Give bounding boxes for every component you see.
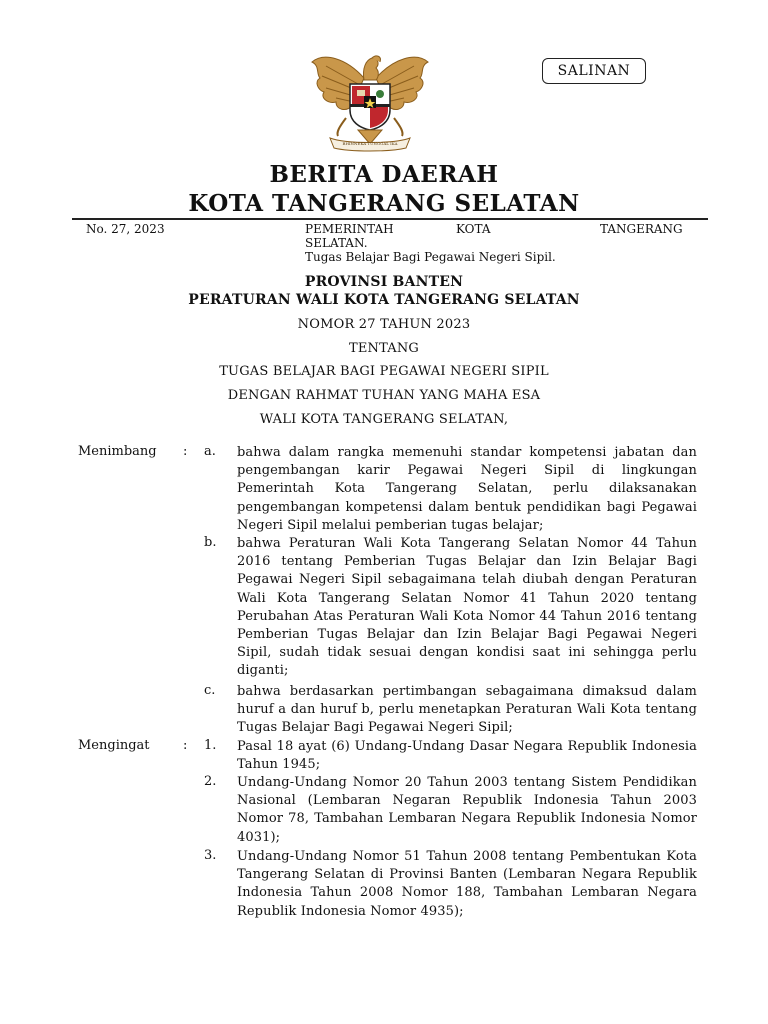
- meta-word-3: TANGERANG: [600, 222, 683, 236]
- mengingat-marker-2: 2.: [204, 774, 217, 789]
- mengingat-item-2: Undang-Undang Nomor 20 Tahun 2003 tentang Sistem Pendidikan Nasional (Lembaran Negaran Republik Indonesia Tahun 2003 Nomor 78, Tambahan Lembaran Negara Republik Indonesia Nomor 4031);: [237, 775, 697, 845]
- mengingat-label: Mengingat: [78, 738, 150, 753]
- menimbang-item-a: bahwa dalam rangka memenuhi standar kompetensi jabatan dan pengembangan karir Pegawai Negeri Sipil di lingkungan Pemerintah Kota Tangerang Selatan, perlu dilaksanakan pengembangan kompetensi dalam bentuk pendidikan bagi Pegawai Negeri Sipil melalui pemberian tugas belajar;: [237, 445, 697, 533]
- mengingat-item-3: Undang-Undang Nomor 51 Tahun 2008 tentang Pembentukan Kota Tangerang Selatan di Provinsi Banten (Lembaran Negara Republik Indonesia Tahun 2008 Nomor 188, Tambahan Lembaran Negara Republik Indonesia Nomor 4935);: [237, 849, 697, 919]
- menimbang-item-c: bahwa berdasarkan pertimbangan sebagaimana dimaksud dalam huruf a dan huruf b, perlu menetapkan Peraturan Wali Kota tentang Tugas Belajar Bagi Pegawai Negeri Sipil;: [237, 684, 697, 736]
- regulation-subject: TUGAS BELAJAR BAGI PEGAWAI NEGERI SIPIL: [219, 364, 549, 379]
- mengingat-colon: :: [183, 738, 188, 753]
- menimbang-colon: :: [183, 444, 188, 459]
- header-title-line2: KOTA TANGERANG SELATAN: [188, 190, 580, 217]
- garuda-emblem-icon: [306, 48, 434, 152]
- official-line: WALI KOTA TANGERANG SELATAN,: [259, 412, 509, 427]
- province-title: PROVINSI BANTEN: [304, 274, 464, 290]
- mengingat-marker-1: 1.: [204, 738, 217, 753]
- regulation-title: PERATURAN WALI KOTA TANGERANG SELATAN: [188, 292, 580, 308]
- mengingat-item-1: Pasal 18 ayat (6) Undang-Undang Dasar Negara Republik Indonesia Tahun 1945;: [237, 739, 697, 773]
- menimbang-marker-c: c.: [204, 683, 216, 698]
- meta-word-2: KOTA: [456, 222, 491, 236]
- mengingat-marker-3: 3.: [204, 848, 217, 863]
- salinan-stamp: SALINAN: [542, 58, 646, 84]
- issue-subject: Tugas Belajar Bagi Pegawai Negeri Sipil.: [305, 250, 556, 264]
- header-divider: [72, 218, 708, 220]
- menimbang-item-b: bahwa Peraturan Wali Kota Tangerang Selatan Nomor 44 Tahun 2016 tentang Pemberian Tugas Belajar dan Izin Belajar Bagi Pegawai Negeri Sipil sebagaimana telah diubah dengan Peraturan Wali Kota Tangerang Selatan Nomor 41 Tahun 2020 tentang Perubahan Atas Peraturan Wali Kota Nomor 44 Tahun 2016 tentang Pemberian Tugas Belajar dan Izin Belajar Bagi Pegawai Negeri Sipil, sudah tidak sesuai dengan kondisi saat ini sehingga perlu diganti;: [237, 536, 697, 679]
- meta-word-1: PEMERINTAH: [305, 222, 394, 236]
- regulation-number: NOMOR 27 TAHUN 2023: [297, 317, 471, 332]
- menimbang-label: Menimbang: [78, 444, 157, 459]
- issue-number: No. 27, 2023: [86, 222, 165, 236]
- menimbang-marker-b: b.: [204, 535, 217, 550]
- about-heading: TENTANG: [348, 341, 420, 356]
- menimbang-marker-a: a.: [204, 444, 216, 459]
- motto-text: BHINNEKA TUNGGAL IKA: [342, 141, 398, 146]
- blessing-line: DENGAN RAHMAT TUHAN YANG MAHA ESA: [227, 388, 541, 403]
- header-title-line1: BERITA DAERAH: [269, 161, 499, 188]
- meta-word-4: SELATAN.: [305, 236, 368, 250]
